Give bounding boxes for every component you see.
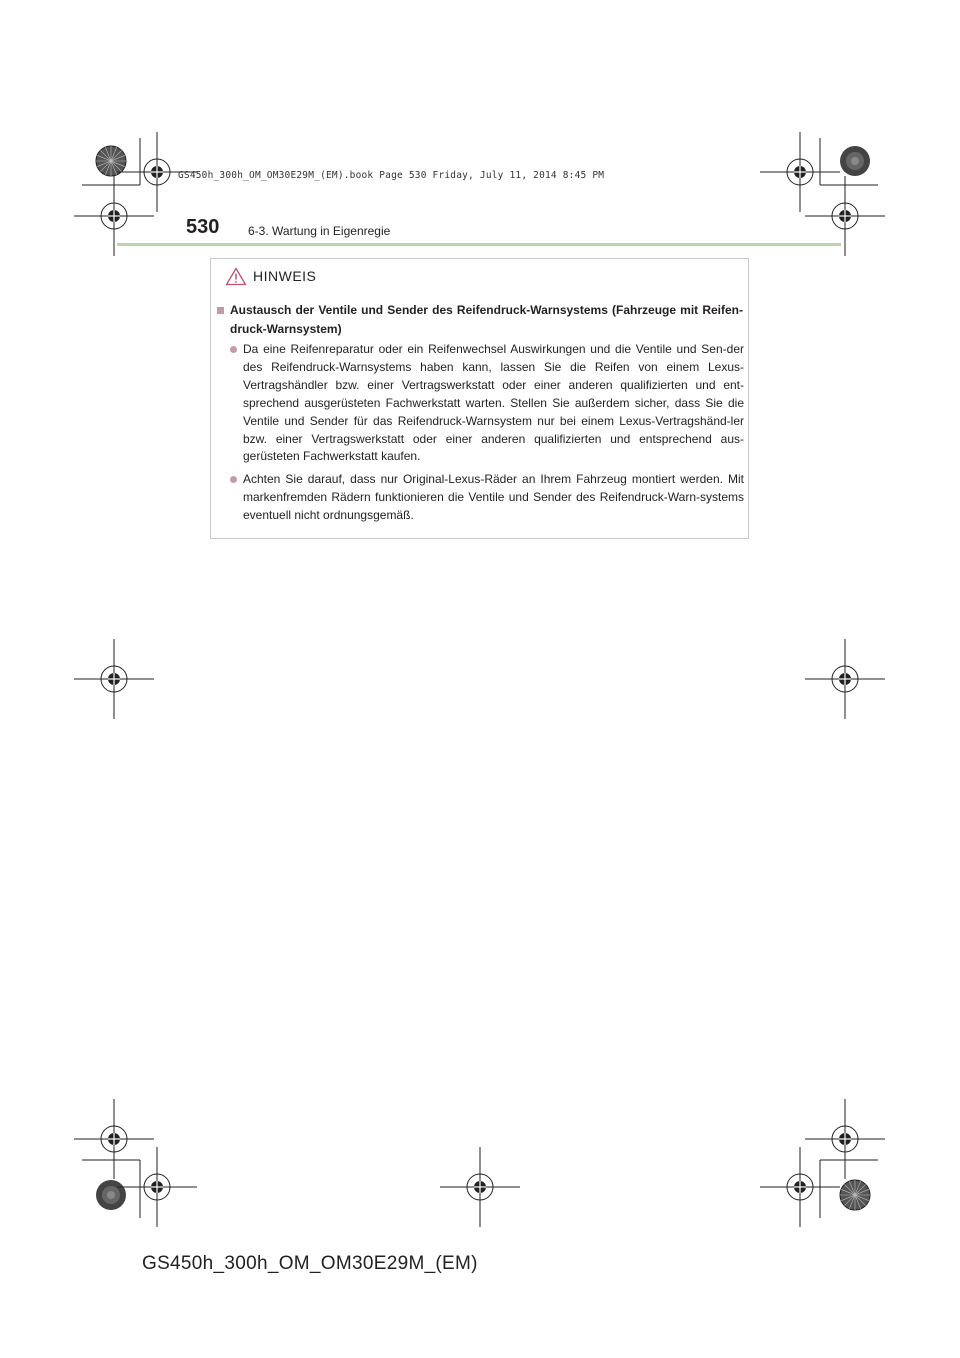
header-rule: [117, 243, 841, 246]
warning-triangle-icon: [225, 267, 247, 286]
square-bullet-icon: [217, 307, 224, 314]
notice-title: HINWEIS: [253, 268, 317, 284]
manual-code-footer: GS450h_300h_OM_OM30E29M_(EM): [142, 1253, 478, 1274]
page-number: 530: [186, 216, 220, 238]
round-bullet-icon: [230, 476, 237, 483]
notice-heading-text: Austausch der Ventile und Sender des Reifendruck-Warnsystems (Fahrzeuge mit Reifen-druck-Warnsystem): [230, 303, 743, 336]
notice-header: [225, 263, 316, 289]
round-bullet-icon: [230, 346, 237, 353]
notice-heading: [217, 301, 743, 339]
print-crop-info: GS450h_300h_OM_OM30E29M_(EM).book Page 530 Friday, July 11, 2014 8:45 PM: [178, 170, 605, 181]
section-title: 6-3. Wartung in Eigenregie: [248, 224, 391, 238]
list-item: [230, 341, 744, 466]
list-item-text: Achten Sie darauf, dass nur Original-Lexus-Räder an Ihrem Fahrzeug montiert werden. Mit markenfremden Rädern funktionieren die Ventile und Sender des Reifendruck-Warn-systems eventuell nicht ordnungsgemäß.: [243, 472, 744, 522]
notice-box: [210, 258, 749, 539]
list-item-text: Da eine Reifenreparatur oder ein Reifenwechsel Auswirkungen und die Ventile und Sen-der des Reifendruck-Warnsystems haben kann, lassen Sie die Reifen von einem Lexus-Vertragshändler bzw. einer Vertragswerkstatt oder einer anderen qualifizierten und ent-sprechend ausgerüsteten Fachwerkstatt warten. Stellen Sie außerdem sicher, dass Sie die Ventile und Sender für das Reifendruck-Warnsystem nur bei einem Lexus-Vertragshänd-ler bzw. einer Vertragswerkstatt oder einer anderen qualifizierten und entsprechend aus-gerüsteten Fachwerkstatt kaufen.: [243, 342, 744, 464]
list-item: [230, 471, 744, 525]
